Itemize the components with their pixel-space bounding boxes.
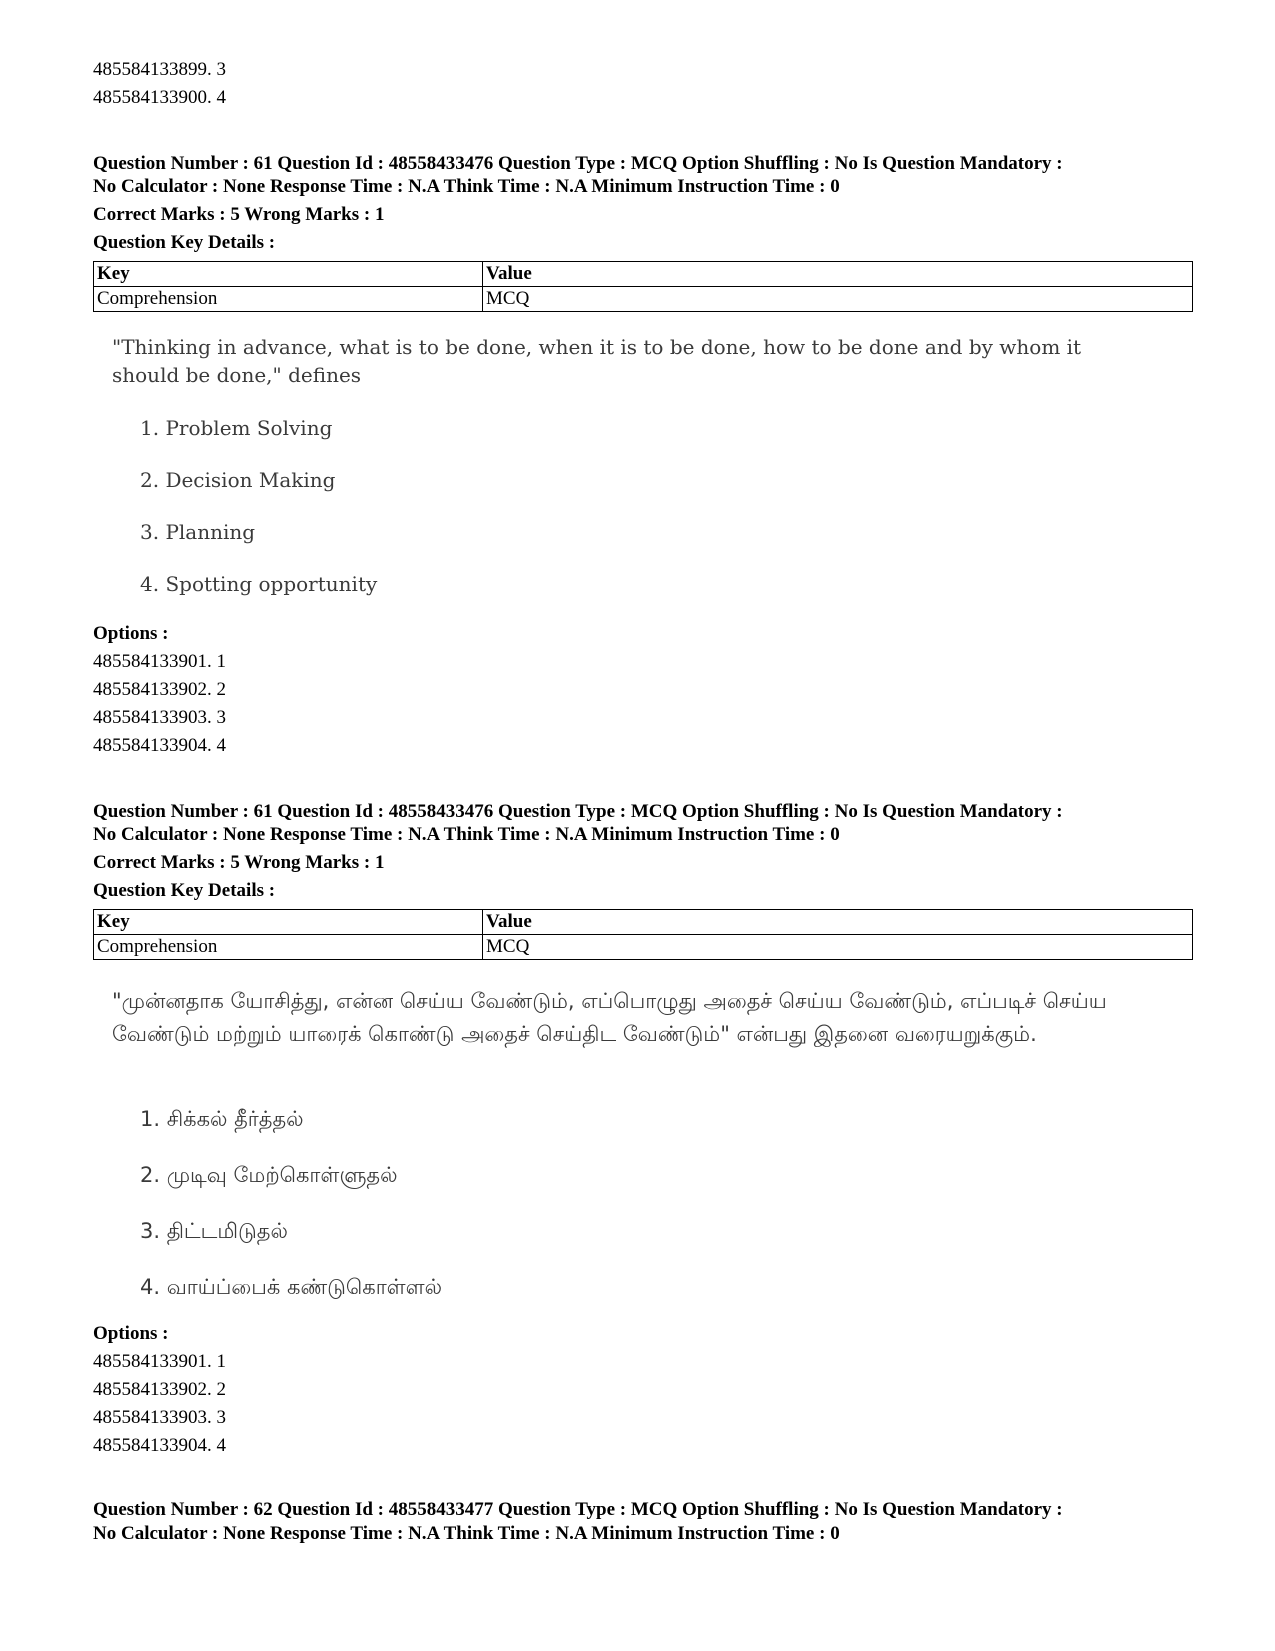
choice-item: 4. வாய்ப்பைக் கண்டுகொள்ளல் <box>140 1275 442 1299</box>
question-header: Question Number : 62 Question Id : 48558433477 Question Type : MCQ Option Shuffling : No Is Question Mandatory : <box>93 1499 1063 1520</box>
choice-item: 3. Planning <box>140 520 256 544</box>
question-text: "முன்னதாக யோசித்து, என்ன செய்ய வேண்டும், எப்பொழுது அதைச் செய்ய வேண்டும், எப்படிச் செய்ய வேண்டும் மற்றும் யாரைக் கொண்டு அதைச் செய்திட வேண்டும்" என்பது இதனை வரையறுக்கும். <box>112 989 1107 1046</box>
option-line: 485584133902. 2 <box>93 1379 226 1400</box>
value-cell: MCQ <box>483 287 1193 312</box>
options-label: Options : <box>93 623 169 644</box>
value-cell: MCQ <box>483 935 1193 960</box>
option-line: 485584133903. 3 <box>93 707 226 728</box>
option-line: 485584133904. 4 <box>93 1435 226 1456</box>
table-header-row <box>94 910 1193 935</box>
choice-item: 2. Decision Making <box>140 468 336 492</box>
marks-line: Correct Marks : 5 Wrong Marks : 1 <box>93 852 385 873</box>
option-line: 485584133902. 2 <box>93 679 226 700</box>
key-header: Key <box>94 262 483 287</box>
choice-item: 1. சிக்கல் தீர்த்தல் <box>140 1107 304 1131</box>
key-details-table <box>93 909 1193 960</box>
marks-line: Correct Marks : 5 Wrong Marks : 1 <box>93 204 385 225</box>
key-cell: Comprehension <box>94 287 483 312</box>
option-line: 485584133901. 1 <box>93 1351 226 1372</box>
table-row <box>94 287 1193 312</box>
option-line: 485584133904. 4 <box>93 735 226 756</box>
value-header: Value <box>483 910 1193 935</box>
question-header: No Calculator : None Response Time : N.A Think Time : N.A Minimum Instruction Time : 0 <box>93 1523 840 1544</box>
choice-item: 4. Spotting opportunity <box>140 572 378 596</box>
choice-item: 3. திட்டமிடுதல் <box>140 1219 288 1243</box>
key-cell: Comprehension <box>94 935 483 960</box>
option-line: 485584133899. 3 <box>93 59 226 80</box>
question-header: Question Number : 61 Question Id : 48558433476 Question Type : MCQ Option Shuffling : No Is Question Mandatory : <box>93 153 1063 174</box>
key-details-label: Question Key Details : <box>93 880 276 901</box>
key-details-label: Question Key Details : <box>93 232 276 253</box>
option-line: 485584133900. 4 <box>93 87 226 108</box>
option-line: 485584133901. 1 <box>93 651 226 672</box>
option-line: 485584133903. 3 <box>93 1407 226 1428</box>
key-details-table <box>93 261 1193 312</box>
choice-item: 1. Problem Solving <box>140 416 333 440</box>
table-header-row <box>94 262 1193 287</box>
question-header: No Calculator : None Response Time : N.A Think Time : N.A Minimum Instruction Time : 0 <box>93 176 840 197</box>
question-header: No Calculator : None Response Time : N.A Think Time : N.A Minimum Instruction Time : 0 <box>93 824 840 845</box>
key-header: Key <box>94 910 483 935</box>
value-header: Value <box>483 262 1193 287</box>
question-header: Question Number : 61 Question Id : 48558433476 Question Type : MCQ Option Shuffling : No Is Question Mandatory : <box>93 801 1063 822</box>
choice-item: 2. முடிவு மேற்கொள்ளுதல் <box>140 1163 398 1187</box>
question-text: "Thinking in advance, what is to be done, when it is to be done, how to be done and by whom it should be done," defines <box>112 335 1082 387</box>
options-label: Options : <box>93 1323 169 1344</box>
table-row <box>94 935 1193 960</box>
